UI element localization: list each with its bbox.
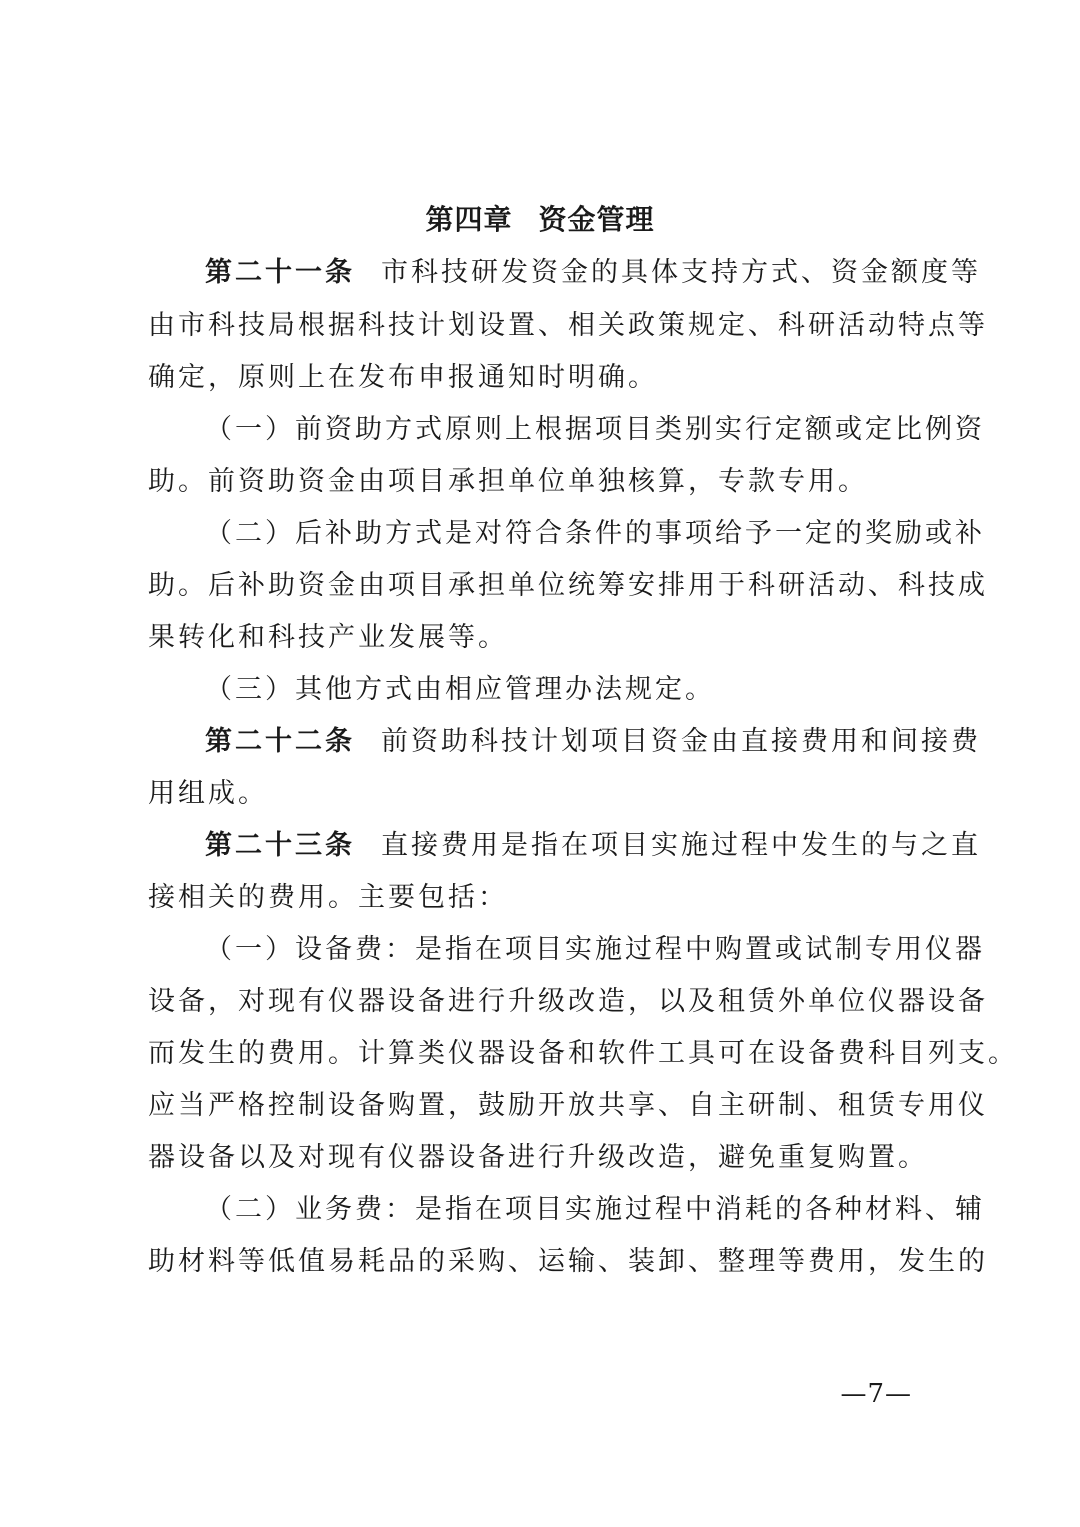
line-text: 应当严格控制设备购置，鼓励开放共享、自主研制、租赁专用仪 bbox=[148, 1090, 988, 1121]
text-line bbox=[205, 673, 948, 707]
text-line bbox=[148, 1089, 988, 1123]
chapter-name: 资金管理 bbox=[538, 203, 655, 236]
line-text: 器设备以及对现有仪器设备进行升级改造，避免重复购置。 bbox=[148, 1142, 928, 1173]
line-text: 设备，对现有仪器设备进行升级改造，以及租赁外单位仪器设备 bbox=[148, 986, 988, 1017]
article-lead: 第二十一条 bbox=[205, 257, 355, 288]
text-line bbox=[148, 569, 988, 603]
line-text: 果转化和科技产业发展等。 bbox=[148, 622, 508, 653]
chapter-title bbox=[0, 202, 1080, 238]
page-number: —7— bbox=[840, 1379, 912, 1409]
line-text: 而发生的费用。计算类仪器设备和软件工具可在设备费科目列支。 bbox=[148, 1038, 1018, 1069]
text-line bbox=[205, 1193, 985, 1227]
article-lead: 第二十三条 bbox=[205, 830, 355, 861]
line-text: 直接费用是指在项目实施过程中发生的与之直 bbox=[381, 830, 981, 861]
line-text: （一）设备费：是指在项目实施过程中购置或试制专用仪器 bbox=[205, 934, 985, 965]
article-lead: 第二十二条 bbox=[205, 726, 355, 757]
text-line bbox=[148, 985, 988, 1019]
text-line bbox=[148, 881, 948, 915]
line-text: 用组成。 bbox=[148, 778, 268, 809]
text-line bbox=[205, 933, 985, 967]
text-line bbox=[148, 1037, 1018, 1071]
text-line bbox=[148, 465, 948, 499]
line-text: （一）前资助方式原则上根据项目类别实行定额或定比例资 bbox=[205, 414, 985, 445]
text-line bbox=[148, 1245, 988, 1279]
text-line bbox=[205, 725, 981, 759]
text-line bbox=[148, 777, 948, 811]
line-text: 前资助科技计划项目资金由直接费用和间接费 bbox=[381, 726, 981, 757]
line-text: 由市科技局根据科技计划设置、相关政策规定、科研活动特点等 bbox=[148, 310, 988, 341]
text-line bbox=[205, 517, 985, 551]
text-line bbox=[148, 1141, 948, 1175]
line-text: （二）业务费：是指在项目实施过程中消耗的各种材料、辅 bbox=[205, 1194, 985, 1225]
line-text: 助。前资助资金由项目承担单位单独核算，专款专用。 bbox=[148, 466, 868, 497]
line-text: 助材料等低值易耗品的采购、运输、装卸、整理等费用，发生的 bbox=[148, 1246, 988, 1277]
text-line bbox=[205, 413, 985, 447]
text-line bbox=[148, 361, 948, 395]
text-line bbox=[148, 309, 988, 343]
line-text: 确定，原则上在发布申报通知时明确。 bbox=[148, 362, 658, 393]
line-text: 市科技研发资金的具体支持方式、资金额度等 bbox=[381, 257, 981, 288]
line-text: （三）其他方式由相应管理办法规定。 bbox=[205, 674, 715, 705]
line-text: 接相关的费用。主要包括： bbox=[148, 882, 508, 913]
text-line bbox=[148, 621, 948, 655]
text-line bbox=[205, 829, 981, 863]
chapter-number: 第四章 bbox=[425, 203, 513, 236]
line-text: （二）后补助方式是对符合条件的事项给予一定的奖励或补 bbox=[205, 518, 985, 549]
text-line bbox=[205, 256, 981, 290]
line-text: 助。后补助资金由项目承担单位统筹安排用于科研活动、科技成 bbox=[148, 570, 988, 601]
